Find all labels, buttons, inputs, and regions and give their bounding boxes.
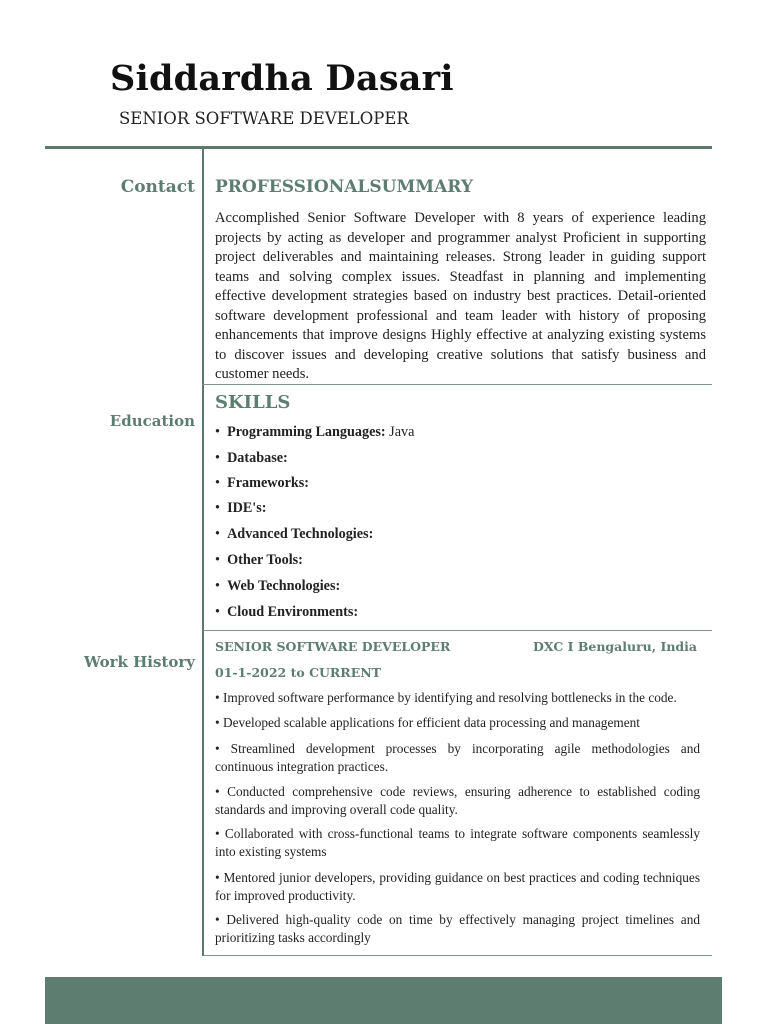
skills-heading: SKILLS xyxy=(215,392,291,413)
skill-item: • Programming Languages: Java xyxy=(215,424,415,440)
work-bullet: • Delivered high-quality code on time by effectively managing project timelines and prioritizing tasks accordingly xyxy=(215,912,700,945)
header-divider xyxy=(45,146,712,149)
skill-value: Java xyxy=(385,424,415,440)
footer-band xyxy=(45,977,722,1024)
skill-label: Cloud Environments: xyxy=(227,604,359,620)
resume-name: Siddardha Dasari xyxy=(110,58,454,99)
skill-label: IDE's: xyxy=(227,500,267,516)
work-bullet: • Improved software performance by identifying and resolving bottlenecks in the code. xyxy=(215,690,677,705)
job-company: DXC I Bengaluru, India xyxy=(533,639,698,654)
skill-label: Other Tools: xyxy=(227,552,303,568)
skills-work-divider xyxy=(203,630,712,631)
skill-item: • Other Tools: xyxy=(215,552,303,568)
summary-skills-divider xyxy=(203,384,712,385)
column-divider xyxy=(202,148,204,956)
resume-title: SENIOR SOFTWARE DEVELOPER xyxy=(119,109,409,128)
sidebar-education-label: Education xyxy=(109,412,195,430)
skill-label: Programming Languages: xyxy=(227,424,386,440)
skill-item: • Advanced Technologies: xyxy=(215,526,374,542)
skill-label: Frameworks: xyxy=(227,475,310,491)
sidebar-contact-label: Contact xyxy=(120,177,195,197)
work-bullet: • Mentored junior developers, providing guidance on best practices and coding techniques for improved productivity. xyxy=(215,870,700,903)
job-dates: 01-1-2022 to CURRENT xyxy=(215,665,381,680)
work-bullet: • Conducted comprehensive code reviews, ensuring adherence to established coding standards and improving overall code quality. xyxy=(215,784,700,817)
skill-label: Database: xyxy=(227,450,288,466)
sidebar-work-history-label: Work History xyxy=(83,653,195,671)
summary-heading: PROFESSIONALSUMMARY xyxy=(215,177,474,197)
section-bottom-divider xyxy=(203,955,712,956)
work-bullet: • Streamlined development processes by incorporating agile methodologies and continuous integration practices. xyxy=(215,741,700,774)
summary-text: Accomplished Senior Software Developer with 8 years of experience leading projects by acting as developer and programmer analyst Proficient in supporting project deliverables and maintaining releases. Strong leader in guiding support teams and solving complex issues. Steadfast in planning and implementing effective development strategies based on industry best practices. Detail-oriented software development professional and team leader with history of proposing enhancements that improve designs Highly effective at analyzing existing systems to discover issues and developing creative solutions that satisfy business and customer needs. xyxy=(215,210,706,382)
job-title: SENIOR SOFTWARE DEVELOPER xyxy=(215,639,451,654)
skill-item: • Database: xyxy=(215,450,288,466)
work-bullet: • Collaborated with cross-functional teams to integrate software components seamlessly into existing systems xyxy=(215,826,700,859)
skill-label: Advanced Technologies: xyxy=(227,526,374,542)
skill-item: • Web Technologies: xyxy=(215,578,341,594)
skill-item: • Cloud Environments: xyxy=(215,604,359,620)
skill-item: • Frameworks: xyxy=(215,475,310,491)
skill-label: Web Technologies: xyxy=(227,578,341,594)
work-bullet: • Developed scalable applications for efficient data processing and management xyxy=(215,715,640,730)
skill-item: • IDE's: xyxy=(215,500,267,516)
